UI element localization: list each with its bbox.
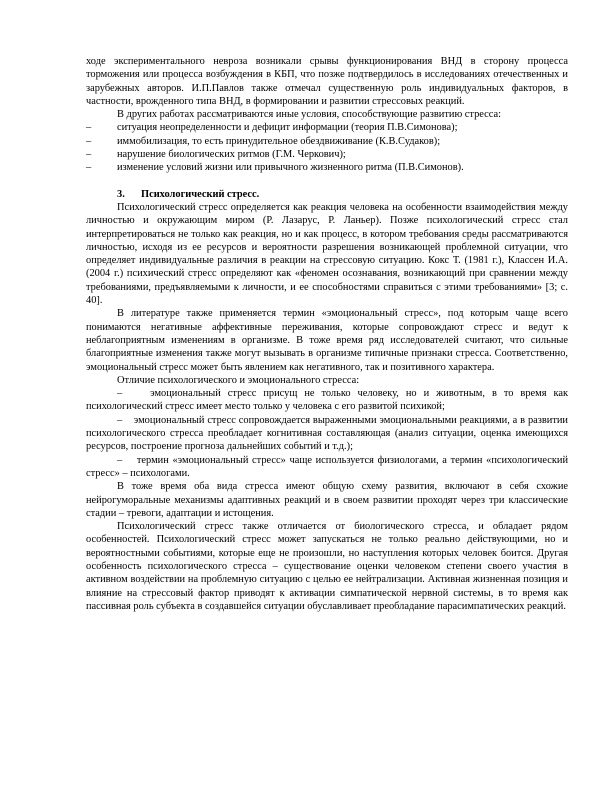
paragraph-psych-definition: Психологический стресс определяется как реакция человека на особенности взаимодействия между личностью и окружающим миром (Р. Лазарус, Р. Ланьер). Позже психологический стресс стал интерпретироваться не только как реакция, но и как процесс, в котором требования среды рассматриваются личностью, исходя из ее ресурсов и вероятности разрешения возникающей проблемной ситуации, что определяет индивидуальные различия в реакции на стрессовую ситуацию. Кокс Т. (1981 г.), Классен И.А. (2004 г.) психический стресс определяют как «феномен осознавания, возникающий при сравнении между требованиями, предъявляемыми к личности, и ее способностями справиться с этими требованиями» [3; с. 40]. bbox=[86, 201, 568, 307]
list-dash: – bbox=[117, 454, 123, 466]
list-item bbox=[86, 148, 568, 161]
list-item-text: эмоциональный стресс сопровождается выраженными эмоциональными реакциями, а в развитии психологического стресса преобладает когнитивная составляющая (анализ ситуации, оценка имеющихся ресурсов, построение прогноза дальнейших событий и т.д.); bbox=[86, 414, 568, 453]
paragraph-biological-stress: Психологический стресс также отличается от биологического стресса, и обладает рядом особенностей. Психологический стресс может запускаться не только реально действующими, но и вероятностными событиями, которые еще не произошли, но наступления которых человек боится. Другая особенность психологического стресса – существование оценки человеком степени своего участия в активном воздействии на проблемную ситуацию с целью ее нейтрализации. Активная жизненная позиция и влияние на стрессовый фактор приводят к активации симпатической нервной системы, в то время как пассивная роль субъекта в создавшейся ситуации обуславливает преобладание парасимпатических реакций. bbox=[86, 521, 568, 612]
list-dash: – bbox=[86, 135, 92, 147]
differences-list bbox=[86, 387, 568, 480]
list-item bbox=[86, 121, 568, 134]
section-heading bbox=[86, 188, 568, 201]
paragraph-conditions-lead: В других работах рассматриваются иные условия, способствующие развитию стресса: bbox=[117, 109, 502, 121]
paragraph-difference-lead: Отличие психологического и эмоционального стресса: bbox=[117, 374, 360, 386]
list-item bbox=[86, 387, 568, 414]
list-item-text: изменение условий жизни или привычного жизненного ритма (П.В.Симонов). bbox=[117, 162, 464, 174]
paragraph-emotional-stress: В литературе также применяется термин «эмоциональный стресс», под которым чаще всего понимаются негативные аффективные переживания, которые сопровождают стресс и ведут к неблагоприятным изменениям в организме. В тоже время ряд исследователей считают, что сильные благоприятные изменения также могут вызывать в организме типичные признаки стресса. Соответственно, эмоциональный стресс может быть явлением как негативного, так и позитивного характера. bbox=[86, 308, 568, 373]
list-dash: – bbox=[117, 388, 123, 400]
section-title: Психологический стресс. bbox=[141, 188, 260, 200]
paragraph-intro: ходе экспериментального невроза возникали срывы функционирования ВНД в сторону процесса торможения или процесса возбуждения в КБП, что позже подтвердилось в исследованиях отечественных и зарубежных авторов. И.П.Павлов также отмечал существенную роль индивидуальных факторов, в частности, врожденного типа ВНД, в формировании и развитии стрессовых реакций. bbox=[86, 56, 568, 107]
list-item-text: иммобилизация, то есть принудительное обездвиживание (К.В.Судаков); bbox=[117, 135, 441, 147]
list-dash: – bbox=[86, 149, 92, 161]
list-dash: – bbox=[86, 162, 92, 174]
list-dash: – bbox=[86, 122, 92, 134]
list-item bbox=[86, 414, 568, 454]
list-item bbox=[86, 454, 568, 481]
conditions-list bbox=[86, 121, 568, 174]
list-item-text: нарушение биологических ритмов (Г.М. Черкович); bbox=[117, 149, 346, 161]
list-item bbox=[86, 161, 568, 174]
list-item-text: эмоциональный стресс присущ не только человеку, но и животным, в то время как психологический стресс имеет место только у человека с его развитой психикой; bbox=[86, 388, 568, 413]
paragraph-common-scheme: В тоже время оба вида стресса имеют общую схему развития, включают в себя схожие нейрогуморальные механизмы адаптивных реакций и в своем развитии проходят через три классические стадии – тревоги, адаптации и истощения. bbox=[86, 481, 568, 519]
list-item bbox=[86, 135, 568, 148]
list-item-text: ситуация неопределенности и дефицит информации (теория П.В.Симонова); bbox=[117, 122, 458, 134]
list-dash: – bbox=[117, 414, 123, 426]
document-body bbox=[86, 55, 568, 613]
list-item-text: термин «эмоциональный стресс» чаще используется физиологами, а термин «психологический стресс» – психологами. bbox=[86, 454, 568, 479]
section-number: 3. bbox=[117, 188, 125, 200]
